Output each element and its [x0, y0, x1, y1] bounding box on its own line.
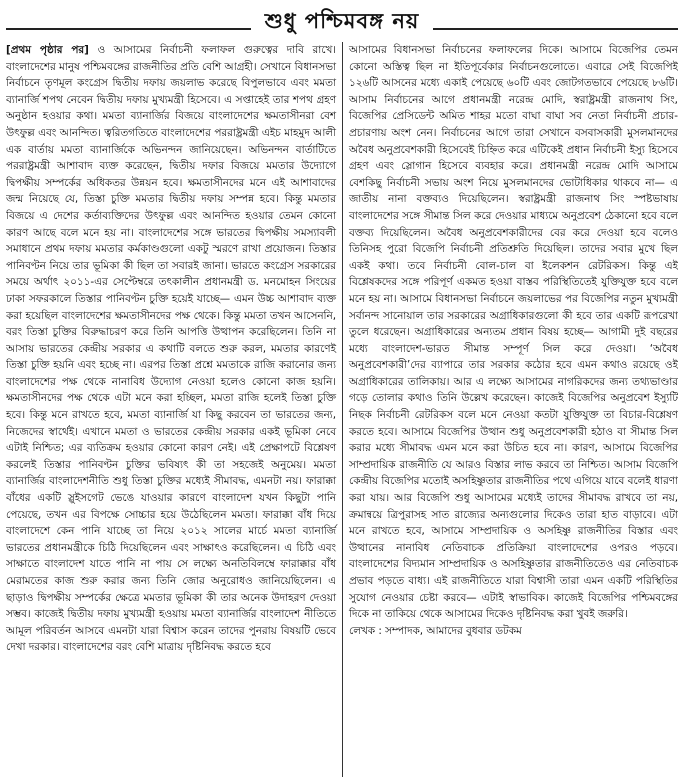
author-byline: লেখক : সম্পাদক, আমাদের বুধবার ডটকম: [349, 624, 522, 637]
left-column-text: ও আসামের নির্বাচনী ফলাফল গুরুত্বের দাবি রাখে। বাংলাদেশের মানুষ পশ্চিমবঙ্গের রাজনীতির প্রতি বেশি আগ্রহী। সেখানে বিধানসভা নির্বাচনে তৃণমূল কংগ্রেস দ্বিতীয় দফায় জয়লাভ করেছে বিপুলভাবে এবং মমতা ব্যানার্জি শপথ নেবেন দ্বিতীয় দফায় মুখ্যমন্ত্রী হিসেবে। এ সপ্তাহেই তার শপথ গ্রহণ অনুষ্ঠান হওয়ার কথা। মমতা ব্যানার্জির বিজয়ে বাংলাদেশের ক্ষমতাসীনরা বেশ উৎফুল্ল এবং আনন্দিত। ত্বরিতগতিতে বাংলাদেশের পররাষ্ট্রমন্ত্রী এইচ মাহমুদ আলী এক বার্তায় মমতা ব্যানার্জিকে অভিনন্দন জানিয়েছেন। অভিনন্দন বার্তাটিতে পররাষ্ট্রমন্ত্রী আশাবাদ ব্যক্ত করেছেন, দ্বিতীয় দফার বিজয়ে মমতার উদ্যোগে দ্বিপক্ষীয় সম্পর্কের অধিকতর উন্নয়ন হবে। ক্ষমতাসীনদের মনে এই আশাবাদের জন্ম নিয়েছে যে, তিস্তা চুক্তি মমতার দ্বিতীয় দফায় সম্পন্ন হবে। কিন্তু মমতার বিজয়ে এ দেশের কর্তাব্যক্তিদের উৎফুল্ল এবং আনন্দিত হওয়ার তেমন কোনো কারণ আছে বলে মনে হয় না। বাংলাদেশের সঙ্গে ভারতের দ্বিপক্ষীয় সমস্যাবলী সমাধানে প্রথম দফায় মমতার কর্মকাণ্ডগুলো একটু স্মরণে রাখা প্রয়োজন। তিস্তার পানিবণ্টন নিয়ে তার ভূমিকা কী ছিল তা সবারই জানা। ভারতে কংগ্রেস সরকারের সময়ে অর্থাৎ ২০১১-এর সেপ্টেম্বরে তৎকালীন প্রধানমন্ত্রী ড. মনমোহন সিংয়ের ঢাকা সফরকালে তিস্তার পানিবণ্টন চুক্তি হয়েই যাচ্ছে— এমন উচ্চ আশাবাদ ব্যক্ত করা হয়েছিল বাংলাদেশের ক্ষমতাসীনদের পক্ষ থেকে। কিন্তু মমতা তখন আসেননি, বরং তিস্তা চুক্তির বিরুদ্ধাচরণ করে তিনি আপত্তি উত্থাপন করেছিলেন। তিনি না আসায় ভারতের কেন্দ্রীয় সরকার এ কথাটি বলতে শুরু করল, মমতার কারণেই তিস্তা চুক্তি হয়নি এবং হচ্ছে না। এরপর তিস্তা প্রশ্নে মমতাকে রাজি করানোর জন্য বাংলাদেশের পক্ষ থেকে নানাবিধ উদ্যোগ নেওয়া হলেও কোনো কাজ হয়নি। ক্ষমতাসীনদের পক্ষ থেকে এটা মনে করা হচ্ছিল, মমতা রাজি হলেই তিস্তা চুক্তি হবে। কিন্তু মনে রাখতে হবে, মমতা ব্যানার্জি যা কিছু করবেন তা ভারতের জন্য, নিজেদের স্বার্থেই। এখানে মমতা ও ভারতের কেন্দ্রীয় সরকার একই ভূমিকা নেবে এটাই নিশ্চিত; এর ব্যতিক্রম হওয়ার কোনো কারণ নেই। এই প্রেক্ষাপটে বিশ্লেষণ করলেই তিস্তার পানিবণ্টন চুক্তির ভবিষ্যৎ কী তা সহজেই অনুমেয়। মমতা ব্যানার্জির বাংলাদেশনীতি শুধু তিস্তা চুক্তির মধ্যেই সীমাবদ্ধ, এমনটা নয়। ফারাক্কা বাঁধের একটি স্লুইসগেট ভেঙে যাওয়ার কারণে বাংলাদেশ যখন কিছুটা পানি পেয়েছে, তখন এর বিপক্ষে সোচ্চার হয়ে উঠেছিলেন মমতা। ফারাক্কা বাঁধ দিয়ে বাংলাদেশে কেন পানি যাচ্ছে তা নিয়ে ২০১২ সালের মার্চে মমতা ব্যানার্জি ভারতের প্রধানমন্ত্রীকে চিঠি দিয়েছিলেন এবং সাক্ষাৎও করেছিলেন। এ চিঠি এবং সাক্ষাতে বাংলাদেশ যাতে পানি না পায় সে লক্ষ্যে অনতিবিলম্বে ফারাক্কার বাঁধ মেরামতের কাজ শুরু করার জন্য তিনি জোর অনুরোধও জানিয়েছিলেন। এ ছাড়াও দ্বিপক্ষীয় সম্পর্কের ক্ষেত্রে মমতার ভূমিকা কী তার অনেক উদাহরণ দেওয়া সম্ভব। কাজেই দ্বিতীয় দফায় মুখ্যমন্ত্রী হওয়ায় মমতা ব্যানার্জির বাংলাদেশ নীতিতে আমূল পরিবর্তন আসবে এমনটা যারা বিশ্বাস করেন তাদের পুনরায় বিষয়টি ভেবে দেখা দরকার। বাংলাদেশের বরং বেশি মাত্রায় দৃষ্টিনিবদ্ধ করতে হবে: [6, 44, 336, 654]
jump-label: [প্রথম পৃষ্ঠার পর]: [6, 44, 89, 56]
article-body: [6, 42, 678, 777]
paragraph-right: আসামের বিধানসভা নির্বাচনের ফলাফলের দিকে। আসামে বিজেপির তেমন কোনো অস্তিত্ব ছিল না ইতিপূর্বেকার নির্বাচনগুলোতে। এবারে সেই বিজেপিই ১২৬টি আসনের মধ্যে একাই পেয়েছে ৬০টি এবং জোটগতভাবে পেয়েছে ৮৬টি। আসাম নির্বাচনের আগে প্রধানমন্ত্রী নরেন্দ্র মোদি, স্বরাষ্ট্রমন্ত্রী রাজনাথ সিং, বিজেপির প্রেসিডেন্ট অমিত শাহর মতো বাঘা বাঘা সব নেতা নির্বাচনী প্রচার-প্রচারণায় অংশ নেন। নির্বাচনের আগে তারা সেখানে বসবাসকারী মুসলমানদের অবৈধ অনুপ্রবেশকারী হিসেবেই চিহ্নিত করে এটিকেই প্রধান নির্বাচনী ইস্যু হিসেবে গ্রহণ এবং স্লোগান হিসেবে ব্যবহার করে। প্রধানমন্ত্রী নরেন্দ্র মোদি আসামে বেশকিছু নির্বাচনী সভায় অংশ নিয়ে মুসলমানদের ভোটাধিকার থাকবে না— এ জাতীয় নানা বক্তব্যও দিয়েছিলেন। স্বরাষ্ট্রমন্ত্রী রাজনাথ সিং স্পষ্টভাষায় বাংলাদেশের সঙ্গে সীমান্ত সিল করে দেওয়ার মাধ্যমে অনুপ্রবেশ ঠেকানো হবে বলে বক্তব্য দিয়েছিলেন। অবৈধ অনুপ্রবেশকারীদের বের করে দেওয়া হবে বলেও তিনিসহ পুরো বিজেপি নির্বাচনী প্রতিশ্রুতি দিয়েছিল। তাদের সবার মুখে ছিল একই কথা। তবে নির্বাচনী বোল-চাল বা ইলেকশন রেটরিকস। কিন্তু এই বিশ্লেষকদের সঙ্গে পরিপূর্ণ একমত হওয়া বাস্তব পরিস্থিতিতেই যুক্তিযুক্ত হবে বলে মনে হয় না। আসামে বিধানসভা নির্বাচনে জয়লাভের পর বিজেপির নতুন মুখ্যমন্ত্রী সর্বানন্দ সানোয়াল তার সরকারের অগ্রাধিকারগুলো কী হবে তার একটি রূপরেখা তুলে ধরেছেন। অগ্রাধিকারের অন্যতম প্রধান বিষয় হচ্ছে— আগামী দুই বছরের মধ্যে বাংলাদেশ-ভারত সীমান্ত সম্পূর্ণ সিল করে দেওয়া। ‘অবৈধ অনুপ্রবেশকারী’দের ব্যাপারে তার সরকার কঠোর হবে এমন কথাও রয়েছে ওই অগ্রাধিকারের তালিকায়। আর এ লক্ষ্যে আসামের নাগরিকদের জন্য তথ্যভাণ্ডার গড়ে তোলার কথাও তিনি উল্লেখ করেছেন। কাজেই বিজেপির অনুপ্রবেশ ইস্যুটি নিছক নির্বাচনী রেটরিকস বলে মনে নেওয়া কতটা যুক্তিযুক্ত তা বিচার-বিশ্লেষণ করতে হবে। আসামে বিজেপির উত্থান শুধু অনুপ্রবেশকারী হঠাও বা সীমান্ত সিল করার মধ্যে সীমাবদ্ধ এমন মনে করা উচিত হবে না। কারণ, আসামে বিজেপির সাম্প্রদায়িক রাজনীতি যে আরও বিস্তার লাভ করবে তা নিশ্চিত। আসাম বিজেপি কেন্দ্রীয় বিজেপির মতোই অসহিষ্ণুতার রাজনীতির পথে এগিয়ে যাবে বলেই ধারণা করা যায়। আর বিজেপি শুধু আসামের মধ্যেই তাদের সীমাবদ্ধ রাখবে তা নয়, ক্রমান্বয়ে ত্রিপুরাসহ সাত রাজ্যের অন্যগুলোর দিকেও তারা হাত বাড়াবে। এটা মনে রাখতে হবে, আসামে সাম্প্রদায়িক ও অসহিষ্ণু রাজনীতির বিস্তার এবং উত্থানের নানাবিধ নেতিবাচক প্রতিক্রিয়া বাংলাদেশের ওপরও পড়বে। বাংলাদেশের বিদ্যমান সাম্প্রদায়িক ও অসহিষ্ণুতার রাজনীতিতেও এর নেতিবাচক প্রভাব পড়তে বাধ্য। এই রাজনীতিতে যারা বিশ্বাসী তারা এমন একটি পরিস্থিতির সুযোগ নেওয়ার চেষ্টা করবে— এটাই স্বাভাবিক। কাজেই বিজেপির পশ্চিমবঙ্গের দিকে না তাকিয়ে থেকে আসামের দিকেও দৃষ্টিনিবদ্ধ করা খুবই জরুরি।: [349, 44, 678, 621]
paragraph-left: [6, 42, 336, 656]
article-header: [0, 0, 684, 42]
article-column-right: [342, 42, 678, 777]
article-column-left: [6, 42, 342, 777]
article-title: শুধু পশ্চিমবঙ্গ নয়: [251, 0, 434, 42]
